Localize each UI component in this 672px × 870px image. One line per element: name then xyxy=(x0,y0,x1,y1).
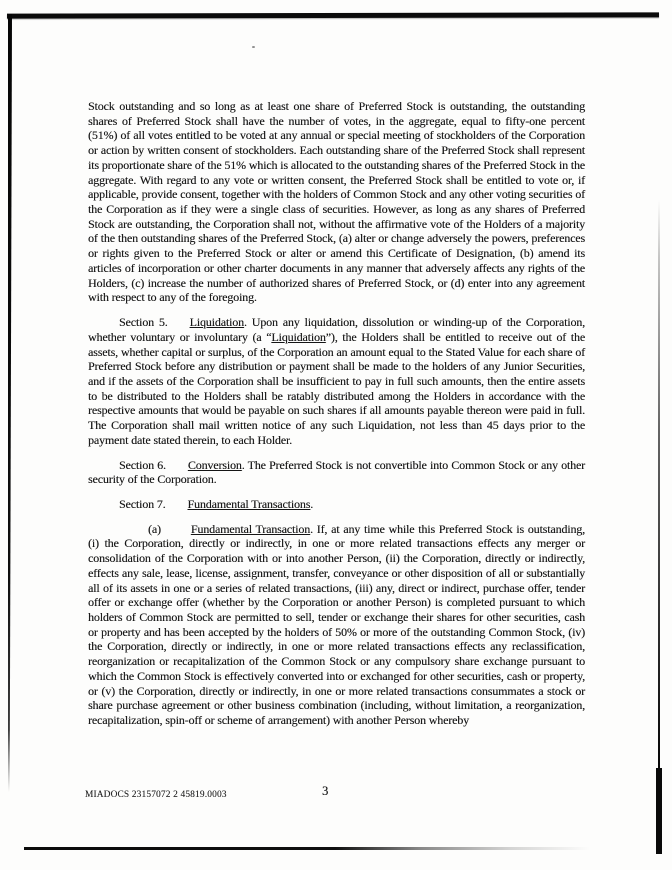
paragraph-section-5-liquidation xyxy=(88,315,585,447)
text-segment: Section 6. xyxy=(119,457,166,472)
text-segment: . xyxy=(310,496,314,511)
paragraph-7a-fundamental-transaction xyxy=(88,522,585,728)
footer-doc-id: MIADOCS 23157072 2 45819.0003 xyxy=(85,790,227,800)
document-body xyxy=(88,99,585,738)
paragraph-section-7-fundamental-transactions xyxy=(88,497,585,512)
text-segment: . If, at any time while this Preferred Stock is outstanding, (i) the Corporation, directly or indirectly, in one or more related transactions effects any merger or consolidation of the Corporation with or into another Person, (ii) the Corporation, directly or indirectly, effects any sale, lease, license, assignment, transfer, conveyance or other disposition of all or substantially all of its assets in one or a series of related transactions, (iii) any, direct or indirect, purchase offer, tender offer or exchange offer (whether by the Corporation or another Person) is completed pursuant to which holders of Common Stock are permitted to sell, tender or exchange their shares for other securities, cash or property and has been accepted by the holders of 50% or more of the outstanding Common Stock, (iv) the Corporation, directly or indirectly, in one or more related transactions effects any reclassification, reorganization or recapitalization of the Common Stock or any compulsory share exchange pursuant to which the Common Stock is effectively converted into or exchanged for other securities, cash or property, or (v) the Corporation, directly or indirectly, in one or more related transactions consummates a stock or share purchase agreement or other business combination (including, without limitation, a reorganization, recapitalization, spin-off or scheme of arrangement) with another Person whereby xyxy=(88,521,585,728)
scan-border-right xyxy=(658,200,660,772)
text-segment: (a) xyxy=(148,521,161,536)
underlined-text-segment: Conversion xyxy=(187,457,242,472)
scan-border-left xyxy=(8,14,12,792)
underlined-text-segment: Liquidation xyxy=(189,315,244,330)
text-segment: . Upon any liquidation, dissolution or winding-up of the Corporation, whether voluntary or involuntary (a “ xyxy=(88,315,585,344)
text-segment: Section 5. xyxy=(119,315,168,330)
scan-border-right-bar xyxy=(656,768,662,854)
underlined-text-segment: Fundamental Transactions xyxy=(187,496,311,511)
scan-border-bottom xyxy=(24,847,590,850)
underlined-text-segment: Liquidation xyxy=(271,329,326,344)
text-segment: ”), the Holders shall be entitled to receive out of the assets, whether capital or surplus, of the Corporation an amount equal to the Stated Value for each share of Preferred Stock before any distribution or payment shall be made to the holders of any Junior Securities, and if the assets of the Corporation shall be insufficient to pay in full such amounts, then the entire assets to be distributed to the Holders shall be ratably distributed among the Holders in accordance with the respective amounts that would be payable on such shares if all amounts payable thereon were paid in full. The Corporation shall mail written notice of any such Liquidation, not less than 45 days prior to the payment date stated therein, to each Holder. xyxy=(88,329,585,447)
text-segment: Section 7. xyxy=(119,496,166,511)
paragraph-preferred-stock-voting xyxy=(88,99,585,305)
page-number: 3 xyxy=(322,784,329,798)
underlined-text-segment: Fundamental Transaction xyxy=(190,521,311,536)
scan-border-top xyxy=(7,12,659,18)
text-segment: . The Preferred Stock is not convertible into Common Stock or any other security of the Corporation. xyxy=(88,457,585,487)
scan-speck xyxy=(252,46,255,48)
paragraph-section-6-conversion xyxy=(88,458,585,487)
text-segment: Stock outstanding and so long as at least one share of Preferred Stock is outstanding, the outstanding shares of Preferred Stock shall have the number of votes, in the aggregate, equal to fifty-one percent (51%) of all votes entitled to be voted at any annual or special meeting of stockholders of the Corporation or action by written consent of stockholders. Each outstanding share of the Preferred Stock shall represent its proportionate share of the 51% which is allocated to the outstanding shares of the Preferred Stock in the aggregate. With regard to any vote or written consent, the Preferred Stock shall be entitled to vote or, if applicable, provide consent, together with the holders of Common Stock and any other voting securities of the Corporation as if they were a single class of securities. However, as long as any shares of Preferred Stock are outstanding, the Corporation shall not, without the affirmative vote of the Holders of a majority of the then outstanding shares of the Preferred Stock, (a) alter or change adversely the powers, preferences or rights given to the Preferred Stock or alter or amend this Certificate of Designation, (b) amend its articles of incorporation or other charter documents in any manner that adversely affects any rights of the Holders, (c) increase the number of authorized shares of Preferred Stock, or (d) enter into any agreement with respect to any of the foregoing. xyxy=(88,99,585,305)
